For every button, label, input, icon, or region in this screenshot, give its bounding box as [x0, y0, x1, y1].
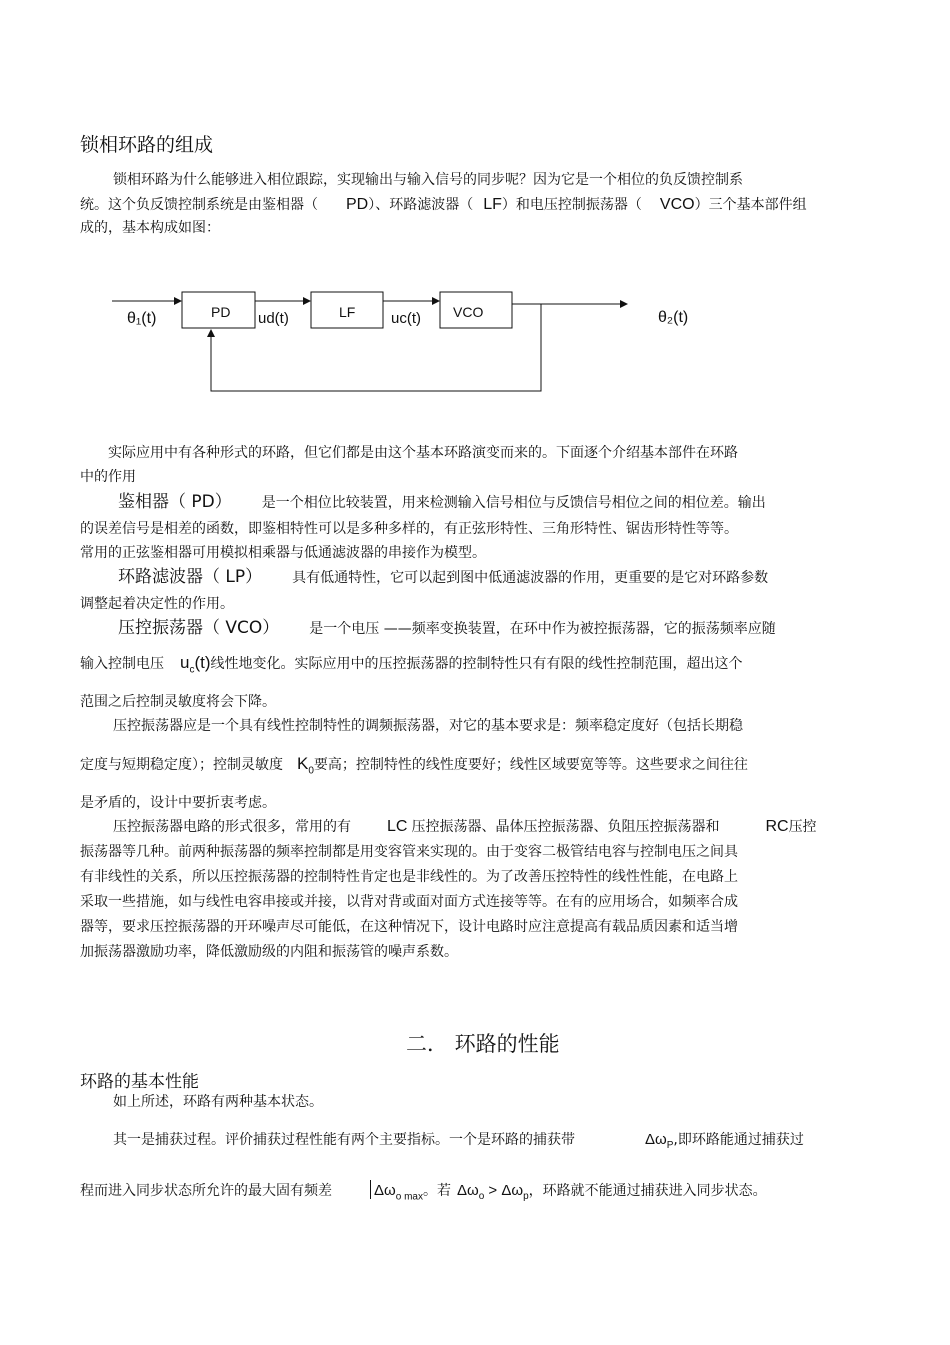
- delta-omega-p: $\Delta\omega_P$: [645, 1131, 674, 1151]
- k0-symbol: $K_0$: [297, 754, 314, 777]
- perf-line-2: [113, 1132, 804, 1154]
- section-2-title: 二． 环路的性能: [406, 1032, 560, 1056]
- circuit-text: 压控振荡器、晶体压控振荡器、负阻压控振荡器和: [411, 819, 720, 835]
- circuit-line-5: 器等，要求压控振荡器的开环噪声尽可能低，在这种情况下，设计电路时应注意提高有载品质因素和适当增: [80, 919, 738, 935]
- intro-vco: VCO: [659, 196, 695, 213]
- lf-label: LF: [339, 304, 356, 320]
- lp-text: 具有低通特性，它可以起到图中低通滤波器的作用，更重要的是它对环路参数: [292, 570, 769, 586]
- vco-paragraph-line-1: [118, 620, 776, 637]
- pd-label: PD: [211, 304, 231, 320]
- pd-paragraph-line-2: 的误差信号是相差的函数，即鉴相特性可以是多种多样的，有正弦形特性、三角形特性、锯齿形特性等等。: [80, 521, 738, 537]
- section-2-subtitle: 环路的基本性能: [80, 1072, 199, 1092]
- capture-inequality: $\Delta\omega_o > \Delta\omega_p$: [456, 1182, 529, 1202]
- lp-paragraph-line-2: 调整起着决定性的作用。: [80, 596, 234, 612]
- intro-text: 统。这个负反馈控制系统是由鉴相器（: [80, 197, 318, 213]
- rc-label: RC: [765, 818, 789, 835]
- lp-paragraph-line-1: [118, 569, 768, 586]
- perf-text: ，环路就不能通过捕获进入同步状态。: [528, 1183, 767, 1199]
- intro-line-3: 成的，基本构成如图：: [80, 220, 220, 236]
- req-text: 要高；控制特性的线性度要好；线性区域要宽等等。这些要求之间往往: [313, 757, 748, 773]
- req-text: 定度与短期稳定度）；控制灵敏度: [80, 757, 283, 773]
- perf-text: 程而进入同步状态所允许的最大固有频差: [80, 1183, 332, 1199]
- ud-label: ud(t): [258, 310, 289, 327]
- circuit-line-2: 振荡器等几种。前两种振荡器的频率控制都是用变容管来实现的。由于变容二极管结电容与控制电压之间具: [80, 844, 738, 860]
- circuit-text: 压控: [788, 819, 817, 835]
- section-title: 锁相环路的组成: [80, 134, 214, 156]
- perf-text: 。若: [422, 1183, 451, 1199]
- lp-term: 环路滤波器（ LP）: [118, 567, 263, 587]
- perf-text: ,即环路能通过捕获过: [673, 1132, 804, 1148]
- vco-label: VCO: [453, 304, 484, 320]
- req-line-1: 压控振荡器应是一个具有线性控制特性的调频振荡器，对它的基本要求是：频率稳定度好（包括长期稳: [113, 718, 743, 734]
- circuit-text: 压控振荡器电路的形式很多，常用的有: [113, 819, 351, 835]
- pd-text: 是一个相位比较装置，用来检测输入信号相位与反馈信号相位之间的相位差。输出: [261, 495, 766, 511]
- pd-paragraph-line-1: [118, 494, 766, 511]
- intro-text: ）、环路滤波器（: [368, 197, 474, 213]
- vco-paragraph-line-3: 范围之后控制灵敏度将会下降。: [80, 694, 276, 710]
- perf-line-3: [80, 1182, 767, 1205]
- circuit-line-1: [113, 819, 817, 835]
- circuit-line-3: 有非线性的关系，所以压控振荡器的控制特性肯定也是非线性的。为了改善压控特性的线性性能，在电路上: [80, 869, 738, 885]
- input-label: θ₁(t): [127, 310, 157, 327]
- vco-paragraph-line-2: [80, 655, 743, 678]
- intro-line-1: 锁相环路为什么能够进入相位跟踪，实现输出与输入信号的同步呢？因为它是一个相位的负反馈控制系: [113, 172, 743, 188]
- req-line-3: 是矛盾的，设计中要折衷考虑。: [80, 795, 276, 811]
- delta-omega-max: $\Delta\omega_{o max}$: [370, 1180, 423, 1199]
- body-line-2: 中的作用: [80, 469, 136, 485]
- body-line-1: 实际应用中有各种形式的环路，但它们都是由这个基本环路演变而来的。下面逐个介绍基本部件在环路: [108, 445, 738, 461]
- uc-label: uc(t): [391, 310, 421, 327]
- pd-term: 鉴相器（ PD）: [118, 492, 232, 512]
- pd-paragraph-line-3: 常用的正弦鉴相器可用模拟相乘器与低通滤波器的串接作为模型。: [80, 545, 486, 561]
- perf-line-1: 如上所述，环路有两种基本状态。: [113, 1094, 323, 1110]
- intro-text: ）和电压控制振荡器（: [501, 197, 642, 213]
- intro-lf: LF: [483, 196, 502, 213]
- perf-text: 其一是捕获过程。评价捕获过程性能有两个主要指标。一个是环路的捕获带: [113, 1132, 575, 1148]
- circuit-line-6: 加振荡器激励功率，降低激励级的内阻和振荡管的噪声系数。: [80, 944, 458, 960]
- vco-term: 压控振荡器（ VCO）: [118, 618, 280, 638]
- vco-text: 是一个电压 ——频率变换装置，在环中作为被控振荡器，它的振荡频率应随: [309, 621, 776, 637]
- circuit-line-4: 采取一些措施，如与线性电容串接或并接，以背对背或面对面方式连接等等。在有的应用场合，如频率合成: [80, 894, 738, 910]
- vco-text: 输入控制电压: [80, 656, 164, 672]
- vco-text: 线性地变化。实际应用中的压控振荡器的控制特性只有有限的线性控制范围，超出这个: [210, 656, 743, 672]
- intro-pd: PD: [346, 196, 369, 213]
- uc-symbol: $u_c(t)$: [180, 653, 211, 676]
- intro-line-2: [80, 197, 807, 213]
- intro-text: ）三个基本部件组: [694, 197, 807, 213]
- lc-label: LC: [387, 818, 408, 835]
- pll-block-diagram: [0, 270, 950, 410]
- req-line-2: [80, 756, 748, 779]
- output-label: θ₂(t): [658, 309, 689, 326]
